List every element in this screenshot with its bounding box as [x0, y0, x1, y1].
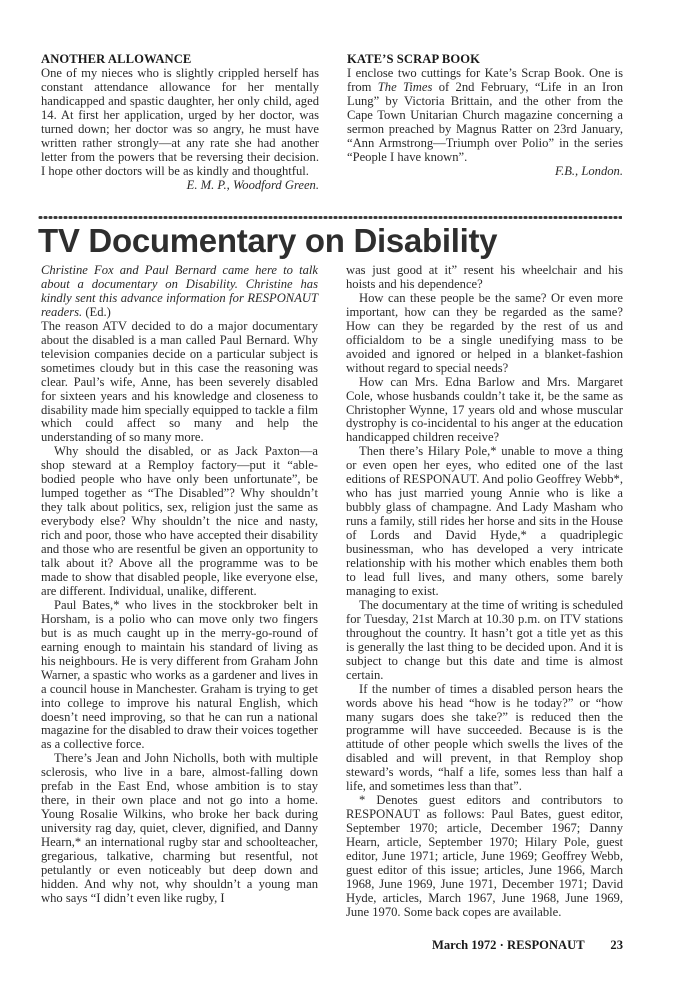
article-paragraph: Why should the disabled, or as Jack Paxton—a shop steward at a Remploy factory—put it “able-bodied people who have only been unfortunate”, be lumped together as “The Disabled”? Why shouldn’t they talk about politics, sex, religion just the same as everybody else? Why shouldn’t the nice and nasty, rich and poor, those who have accepted their disability and those who are resentful be given an opportunity to talk about it? Above all the programme was to be made to show that disabled people, like everyone else, are different. Individual, unalike, different.: [41, 444, 318, 598]
intro-italic: Christine Fox and Paul Bernard came here to talk about a documentary on Disability. Christine has kindly sent this advance information for RESPONAUT readers.: [41, 263, 318, 319]
letter-body: [347, 67, 623, 165]
letter-kates-scrap-book: [347, 53, 623, 179]
article-paragraph: How can Mrs. Edna Barlow and Mrs. Margaret Cole, whose husbands couldn’t take it, be the same as Christopher Wynne, 17 years old and whose muscular dystrophy is co-incidental to his anger at the education handicapped children receive?: [346, 374, 623, 445]
article-paragraph: How can these people be the same? Or even more important, how can they be regarded as the same? How can they be regarded by the rest of us and officialdom to be a single unedifying mass to be avoided and ignored or helped in a blanket-fashion without regard to special needs?: [346, 290, 623, 375]
letter-heading: KATE’S SCRAP BOOK: [347, 52, 481, 66]
article-paragraph: The documentary at the time of writing is scheduled for Tuesday, 21st March at 10.30 p.m. on ITV stations throughout the country. It hasn’t got a title yet as this is generally the last thing to be decided upon. And it is subject to change but this date and time is almost certain.: [346, 597, 623, 682]
letter-another-allowance: [41, 53, 319, 193]
letter-signature: F.B., London.: [555, 163, 623, 178]
letter-heading: ANOTHER ALLOWANCE: [41, 52, 192, 66]
editor-note: (Ed.): [82, 304, 111, 319]
publication-name: The Times: [377, 79, 433, 94]
letter-signature: E. M. P., Woodford Green.: [186, 177, 319, 192]
article-intro: [41, 264, 318, 320]
letter-body: One of my nieces who is slightly crippled herself has constant attendance allowance for her mentally handicapped and spastic daughter, her only child, aged 14. At first her application, urged by her doctor, was turned down; her doctor was so angry, he must have written rather strongly—at any rate she had another letter from the powers that be reversing their decision. I hope other doctors will be as kindly and thoughtful.: [41, 65, 319, 178]
article-column-left: [41, 264, 318, 906]
article-paragraph: Then there’s Hilary Pole,* unable to move a thing or even open her eyes, who edited one of the last editions of RESPONAUT. And polio Geoffrey Webb*, who has just married young Annie who is like a bubbly glass of champagne. And Lady Masham who runs a family, still rides her horse and sits in the House of Lords and David Hyde,* a quadriplegic businessman, who has developed a very intricate relationship with his mother which enables them both to lead full lives, and many others, some barely managing to exist.: [346, 444, 623, 598]
letter-body-text: of 2nd February, “Life in an Iron Lung” by Victoria Brittain, and the other from the Cape Town Unitarian Church magazine concerning a sermon preached by Magnus Ratter on 23rd January, “Ann Armstrong—Triumph over Polio” in the series “People I have known”.: [347, 79, 623, 164]
article-paragraph: There’s Jean and John Nicholls, both with multiple sclerosis, who live in a bare, almost-falling down prefab in the East End, whose ambition is to stay there, in their own place and not go into a home. Young Rosalie Wilkins, who broke her back during university rag day, quiet, clever, dignified, and Danny Hearn,* an international rugby star and schoolteacher, gregarious, talkative, charming but resentful, not petulantly or even noticeably but deep down and hidden. And why not, why shouldn’t a young man who says “I didn’t even like rugby, I: [41, 751, 318, 905]
section-divider: [38, 215, 622, 220]
letter-body-text: I enclose two cuttings for Kate’s Scrap Book. One is from: [347, 65, 623, 94]
issue-label: March 1972 · RESPONAUT: [432, 938, 585, 952]
footnote: * Denotes guest editors and contributors to RESPONAUT as follows: Paul Bates, guest editor, September 1970; article, December 1967; Danny Hearn, article, September 1970; Hilary Pole, guest editor, June 1971; article, June 1969; Geoffrey Webb, guest editor of this issue; articles, June 1966, March 1968, June 1969, June 1971, December 1971; David Hyde, articles, March 1967, June 1968, June 1969, June 1970. Some back copes are available.: [346, 793, 623, 919]
article-paragraph: was just good at it” resent his wheelchair and his hoists and his dependence?: [346, 263, 623, 291]
article-paragraph: The reason ATV decided to do a major documentary about the disabled is a man called Paul Bernard. Why television companies decide on a particular subject is sometimes cloudy but in this case the reasoning was clear. Paul’s wife, Anne, has been severely disabled for sixteen years and his knowledge and closeness to disability made him specially equipped to tackle a film which could affect so many and help the understanding of so many more.: [41, 318, 318, 445]
page-number: 23: [610, 938, 623, 952]
article-column-right: [346, 264, 623, 920]
article-paragraph: Paul Bates,* who lives in the stockbroker belt in Horsham, is a polio who can move only two fingers but is as much caught up in the merry-go-round of earning enough to maintain his standard of living as his neighbours. He is very different from Graham John Warner, a spastic who works as a gardener and lives in a council house in Manchester. Graham is trying to get into college to improve his natural English, which doesn’t need improving, so that he can run a national magazine for the disabled to draw their voices together as a collective force.: [41, 597, 318, 752]
article-paragraph: If the number of times a disabled person hears the words above his head “how is he today?” or “how many sugars does she take?” is reduced then the programme will have succeeded. Because is is the attitude of other people which swells the lives of the disabled and will prevent, in that Remploy shop steward’s words, “half a life, somes less than half a life, and sometimes less than that”.: [346, 681, 623, 794]
article-title: TV Documentary on Disability: [38, 222, 498, 259]
page-footer: [432, 938, 623, 953]
